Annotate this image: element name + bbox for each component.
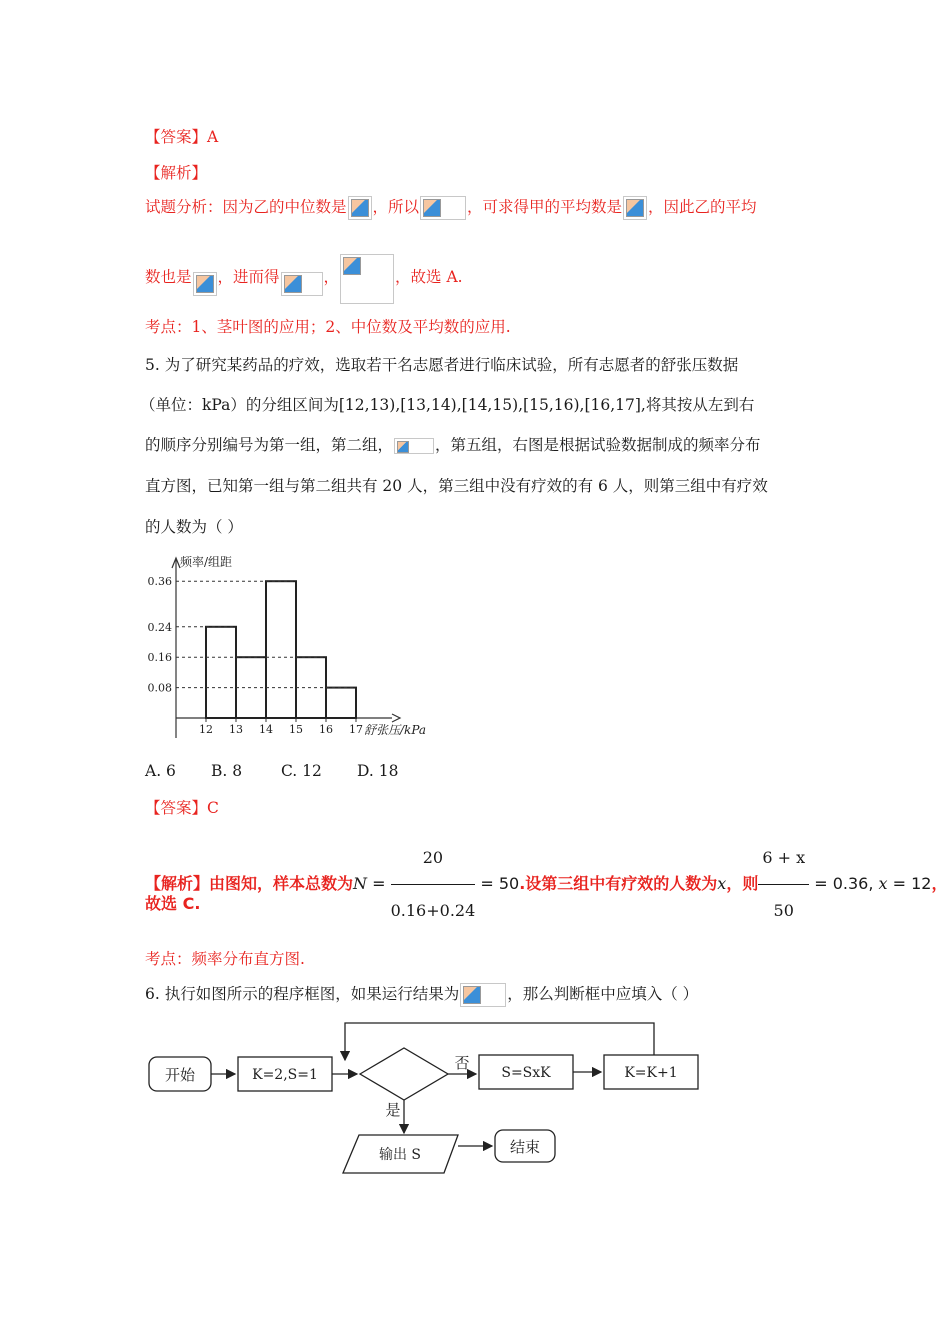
math-op: = [367,874,391,893]
q5-stem-line4: 直方图，已知第一组与第二组共有 20 人，第三组中没有疗效的有 6 人，则第三组中有疗效 [145,477,768,495]
histogram-bar [206,627,236,718]
text-segment: ，进而得 [217,268,280,286]
formula-image-icon [460,983,506,1007]
option-b: B. 8 [211,762,243,780]
answer-label: 【答案】 [145,799,208,817]
text-segment: 试题分析：因为乙的中位数是 [145,198,347,216]
q6-stem [145,983,698,1007]
x-tick-label: 16 [319,723,333,736]
x-tick-label: 14 [259,723,273,736]
text-segment: ，那么判断框中应填入（ ） [507,985,699,1003]
frequency-histogram [140,552,440,742]
math-text: = 50 [475,874,520,893]
histogram-bar [266,581,296,718]
text-segment: ， [931,874,948,893]
mult-label: S=SxK [501,1065,551,1081]
q4-analysis-line1 [145,196,757,220]
option-a: A. 6 [145,762,176,780]
output-label: 输出 S [378,1147,422,1163]
x-tick-label: 12 [199,723,213,736]
formula-image-icon [340,254,394,304]
text-segment: 的顺序分别编号为第一组，第二组， [145,436,394,454]
math-text: = 12 [887,874,932,893]
end-label: 结束 [509,1138,541,1156]
math-var: N [353,874,368,893]
formula-image-icon [394,438,434,454]
text-segment: ，第五组，右图是根据试验数据制成的频率分布 [435,436,761,454]
formula-image-icon [281,272,323,296]
text-segment: ，故选 A. [395,268,463,286]
x-tick-label: 17 [349,723,363,736]
math-text: = 0.36, [809,874,879,893]
answer-value: A [207,128,219,146]
no-label: 否 [454,1054,470,1072]
q5-stem-line5: 的人数为（ ） [145,518,243,536]
text-segment: ，可求得甲的平均数是 [467,198,623,216]
q5-stem-line1: 5. 为了研究某药品的疗效，选取若干名志愿者进行临床试验，所有志愿者的舒张压数据 [145,356,739,374]
text-segment: 6. 执行如图所示的程序框图，如果运行结果为 [145,985,460,1003]
option-d: D. 18 [357,762,399,780]
formula-image-icon [420,196,466,220]
answer-value: C [207,799,219,817]
math-var: x [717,874,727,893]
q4-analysis-line2 [145,254,463,306]
y-tick-label: 0.24 [147,620,172,634]
fraction-denominator: 0.16+0.24 [390,901,476,920]
program-flowchart [140,1015,720,1185]
fraction-total [391,834,476,935]
q5-kaodian: 考点：频率分布直方图. [145,950,305,968]
fraction-ratio [758,834,809,935]
fraction-denominator: 50 [773,901,794,920]
init-label: K=2,S=1 [252,1067,318,1083]
q4-analysis-label: 【解析】 [145,164,208,182]
start-label: 开始 [164,1066,196,1084]
fraction-numerator: 6 + x [758,834,809,885]
y-tick-label: 0.08 [147,681,172,695]
yes-label: 是 [385,1101,401,1119]
y-tick-label: 0.36 [147,575,172,589]
text-segment: .设第三组中有疗效的人数为 [519,874,718,893]
decision-diamond [360,1048,448,1100]
text-segment: ，所以 [372,198,420,216]
x-axis-arrow [392,714,400,722]
text-segment: ， [323,268,340,286]
x-tick-label: 13 [229,723,243,736]
fraction-numerator: 20 [391,834,476,885]
histogram-bar [326,688,356,718]
formula-image-icon [623,196,647,220]
answer-label: 【答案】 [145,128,208,146]
q5-answer [145,797,219,819]
text-segment: ，则 [726,874,759,893]
x-axis-label: 舒张压/kPa [364,723,427,737]
q5-stem-line3 [145,434,761,456]
option-c: C. 12 [281,762,322,780]
x-tick-label: 15 [289,723,303,736]
q5-solution-line2: 故选 C. [145,894,201,913]
q5-stem-line2: （单位：kPa）的分组区间为[12,13),[13,14),[14,15),[15,16),[16,17],将其按从左到右 [140,396,755,414]
text-segment: ，因此乙的平均 [648,198,757,216]
y-axis-label: 频率/组距 [180,555,233,569]
q4-answer [145,126,218,148]
q5-options [145,760,398,782]
inc-label: K=K+1 [624,1065,678,1081]
q4-kaodian: 考点：1、茎叶图的应用；2、中位数及平均数的应用. [145,318,511,336]
math-var: x [878,874,888,893]
y-tick-label: 0.16 [147,651,172,665]
formula-image-icon [193,272,217,296]
formula-image-icon [348,196,372,220]
text-segment: 由图知，样本总数为 [209,874,354,893]
text-segment: 数也是 [145,268,192,286]
solution-label: 【解析】 [145,874,210,893]
